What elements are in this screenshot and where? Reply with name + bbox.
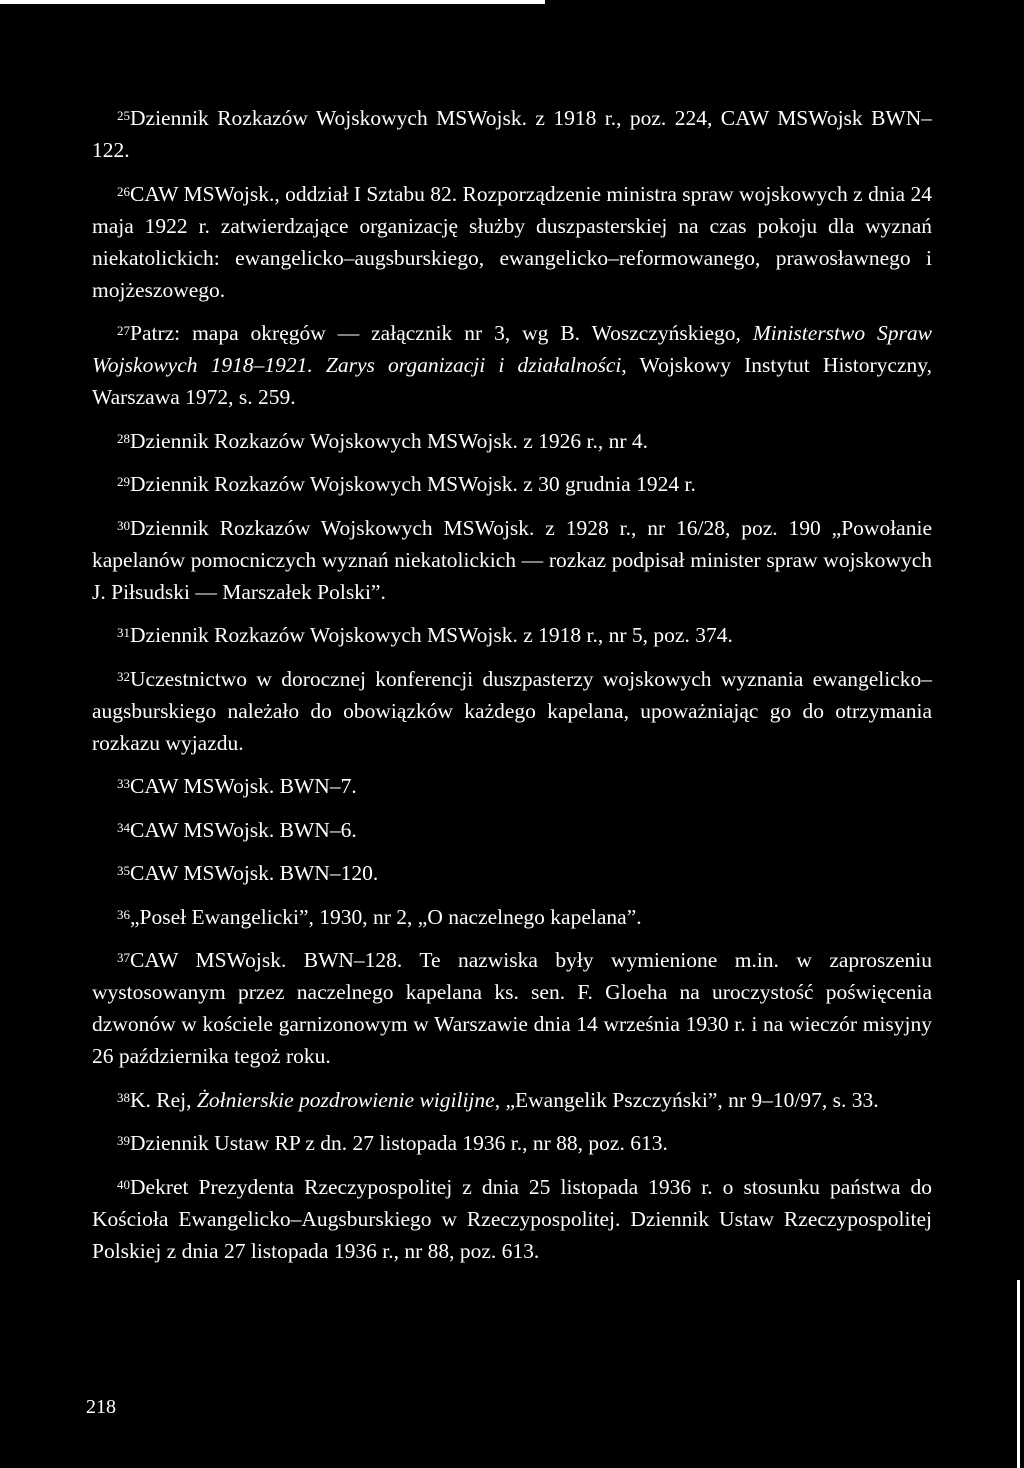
- footnote-text: CAW MSWojsk. BWN–120.: [130, 861, 379, 885]
- footnote-28: [92, 425, 932, 457]
- footnote-number: 30: [117, 517, 130, 533]
- footnote-34: [92, 814, 932, 846]
- footnote-text: Dziennik Rozkazów Wojskowych MSWojsk. z 1918 r., nr 5, poz. 374.: [130, 623, 733, 647]
- footnote-number: 40: [117, 1176, 130, 1192]
- footnote-text: CAW MSWojsk. BWN–6.: [130, 817, 357, 842]
- footnote-text-post: , „Ewangelik Pszczyński”, nr 9–10/97, s. 33.: [494, 1087, 879, 1112]
- footnote-italic-title: Żołnierskie pozdrowienie wigilijne: [196, 1087, 495, 1112]
- footnote-text: Dziennik Rozkazów Wojskowych MSWojsk. z 1926 r., nr 4.: [130, 428, 649, 453]
- footnote-32: [92, 663, 932, 759]
- footnote-text: CAW MSWojsk. BWN–128. Te nazwiska były wymienione m.in. w zaproszeniu wystosowanym przez naczelnego kapelana ks. sen. F. Gloeha na uroczystość poświęcenia dzwonów w kościele garnizonowym w Warszawie dnia 14 września 1930 r. i na wieczór misyjny 26 października tegoż roku.: [92, 948, 932, 1068]
- footnote-29: [92, 468, 932, 500]
- footnote-39: [92, 1127, 932, 1159]
- footnote-37: [92, 944, 932, 1072]
- footnote-text: CAW MSWojsk., oddział I Sztabu 82. Rozporządzenie ministra spraw wojskowych z dnia 24 maja 1922 r. zatwierdzające organizację służby duszpasterskiej na czas pokoju dla wyznań niekatolickich: ewangelicko–augsburskiego, ewangelicko–reformowanego, prawosławnego i mojżeszowego.: [92, 181, 932, 302]
- footnote-number: 29: [117, 474, 130, 489]
- footnote-number: 39: [117, 1133, 130, 1148]
- footnotes-block: [92, 102, 932, 1278]
- footnote-38: [92, 1084, 932, 1116]
- footnote-36: [92, 901, 932, 933]
- footnote-31: [92, 619, 932, 651]
- footnote-text-pre: K. Rej,: [130, 1087, 197, 1112]
- footnote-text: Uczestnictwo w dorocznej konferencji duszpasterzy wojskowych wyznania ewangelicko–augsburskiego należało do obowiązków każdego kapelana, upoważniając go do otrzymania rozkazu wyjazdu.: [92, 666, 932, 755]
- footnote-40: [92, 1171, 932, 1267]
- footnote-35: [92, 857, 932, 889]
- footnote-number: 36: [117, 906, 130, 922]
- scan-top-edge: [0, 0, 545, 4]
- scan-right-edge: [1017, 1280, 1020, 1468]
- footnote-33: [92, 770, 932, 802]
- footnote-text: Dekret Prezydenta Rzeczypospolitej z dnia 25 listopada 1936 r. o stosunku państwa do Kościoła Ewangelicko–Augsburskiego w Rzeczypospolitej. Dziennik Ustaw Rzeczypospolitej Polskiej z dnia 27 listopada 1936 r., nr 88, poz. 613.: [92, 1174, 932, 1263]
- footnote-number: 38: [117, 1089, 130, 1105]
- footnote-text-post: , Wojskowy Instytut Historyczny, Warszawa 1972, s. 259.: [92, 353, 932, 409]
- page-number: 218: [86, 1396, 116, 1418]
- footnote-text: Dziennik Rozkazów Wojskowych MSWojsk. z 30 grudnia 1924 r.: [130, 472, 696, 496]
- footnote-25: [92, 102, 932, 166]
- footnote-number: 32: [117, 668, 130, 684]
- footnote-text: Dziennik Rozkazów Wojskowych MSWojsk. z 1918 r., poz. 224, CAW MSWojsk BWN–122.: [92, 106, 932, 162]
- footnote-number: 26: [117, 183, 130, 199]
- footnote-number: 31: [117, 625, 130, 640]
- footnote-27: [92, 317, 932, 413]
- footnote-number: 35: [117, 863, 130, 878]
- footnote-text: „Poseł Ewangelicki”, 1930, nr 2, „O naczelnego kapelana”.: [130, 904, 642, 929]
- footnote-number: 33: [117, 776, 130, 791]
- footnote-30: [92, 512, 932, 608]
- footnote-text-pre: Patrz: mapa okręgów — załącznik nr 3, wg B. Woszczyńskiego,: [130, 321, 753, 345]
- footnote-text: CAW MSWojsk. BWN–7.: [130, 774, 357, 798]
- footnote-number: 28: [117, 430, 130, 446]
- footnote-number: 34: [117, 819, 130, 835]
- footnote-number: 27: [117, 323, 130, 338]
- footnote-number: 37: [117, 950, 130, 965]
- footnote-text: Dziennik Ustaw RP z dn. 27 listopada 1936 r., nr 88, poz. 613.: [130, 1131, 668, 1155]
- footnote-26: [92, 178, 932, 306]
- footnote-number: 25: [117, 108, 130, 123]
- footnote-italic-title: Ministerstwo Spraw Wojskowych 1918–1921. Zarys organizacji i działalności: [92, 321, 932, 377]
- footnote-text: Dziennik Rozkazów Wojskowych MSWojsk. z 1928 r., nr 16/28, poz. 190 „Powołanie kapelanów pomocniczych wyznań niekatolickich — rozkaz podpisał minister spraw wojskowych J. Piłsudski — Marszałek Polski”.: [92, 515, 932, 604]
